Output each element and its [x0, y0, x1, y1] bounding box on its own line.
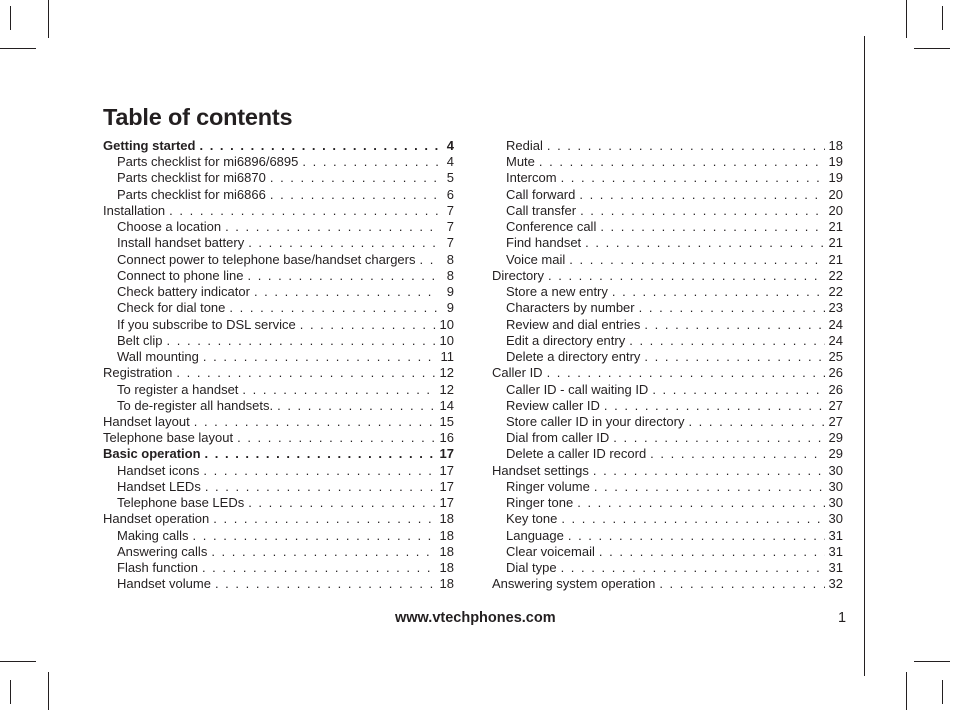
- toc-entry-page: 27: [828, 413, 843, 429]
- dot-leader: [568, 528, 825, 544]
- dot-leader: [237, 430, 435, 446]
- dot-leader: [561, 170, 825, 186]
- toc-entry[interactable]: [492, 138, 843, 154]
- toc-entry-page: 7: [446, 202, 454, 218]
- toc-entry[interactable]: [492, 495, 843, 511]
- toc-entry[interactable]: [103, 544, 454, 560]
- toc-entry-page: 17: [439, 478, 454, 494]
- dot-leader: [205, 479, 436, 495]
- toc-entry-label: Connect power to telephone base/handset chargers: [117, 251, 416, 267]
- dot-leader: [277, 398, 435, 414]
- toc-entry-label: Parts checklist for mi6870: [117, 170, 266, 186]
- toc-entry-page: 22: [828, 284, 843, 300]
- crop-mark: [906, 672, 907, 710]
- toc-entry-page: 26: [828, 381, 843, 397]
- toc-entry-page: 30: [828, 495, 843, 511]
- toc-entry-label: Conference call: [506, 219, 597, 235]
- dot-leader: [194, 414, 436, 430]
- toc-entry[interactable]: [103, 154, 454, 170]
- toc-entry-page: 15: [439, 413, 454, 429]
- toc-entry-label: Parts checklist for mi6896/6895: [117, 154, 299, 170]
- toc-entry-page: 5: [446, 170, 454, 186]
- toc-entry-page: 31: [828, 543, 843, 559]
- toc-entry-page: 31: [828, 560, 843, 576]
- toc-entry-label: Ringer tone: [506, 495, 574, 511]
- toc-entry-label: Call transfer: [506, 202, 577, 218]
- dot-leader: [561, 511, 824, 527]
- dot-leader: [203, 463, 435, 479]
- toc-entry[interactable]: [103, 414, 454, 430]
- toc-entry[interactable]: [103, 252, 454, 268]
- dot-leader: [547, 365, 825, 381]
- dot-leader: [688, 414, 824, 430]
- toc-entry-page: 20: [828, 202, 843, 218]
- toc-entry-label: Answering system operation: [492, 576, 656, 592]
- toc-entry-label: Answering calls: [117, 543, 208, 559]
- toc-entry-page: 24: [828, 332, 843, 348]
- toc-entry-page: 24: [828, 316, 843, 332]
- toc-entry-page: 12: [439, 381, 454, 397]
- toc-entry-label: Choose a location: [117, 219, 222, 235]
- toc-entry[interactable]: [492, 317, 843, 333]
- dot-leader: [569, 252, 824, 268]
- toc-entry[interactable]: [492, 414, 843, 430]
- toc-entry-page: 27: [828, 397, 843, 413]
- toc-entry-label: Handset volume: [117, 576, 211, 592]
- toc-entry[interactable]: [492, 300, 843, 316]
- dot-leader: [600, 219, 824, 235]
- dot-leader: [580, 203, 824, 219]
- toc-entry-page: 32: [828, 576, 843, 592]
- dot-leader: [242, 382, 435, 398]
- toc-entry[interactable]: [492, 560, 843, 576]
- toc-entry[interactable]: [492, 576, 843, 592]
- toc-entry[interactable]: [103, 398, 454, 414]
- toc-entry[interactable]: [103, 479, 454, 495]
- dot-leader: [254, 284, 438, 300]
- toc-entry-page: 18: [439, 543, 454, 559]
- toc-entry[interactable]: [492, 268, 843, 284]
- toc-entry[interactable]: [103, 382, 454, 398]
- toc-entry-label: Find handset: [506, 235, 582, 251]
- dot-leader: [599, 544, 825, 560]
- toc-entry-label: Handset settings: [492, 462, 589, 478]
- dot-leader: [652, 382, 824, 398]
- dot-leader: [248, 235, 438, 251]
- toc-entry[interactable]: [492, 284, 843, 300]
- dot-leader: [612, 284, 825, 300]
- toc-entry[interactable]: [492, 349, 843, 365]
- toc-entry[interactable]: [492, 365, 843, 381]
- toc-entry-page: 8: [446, 251, 454, 267]
- toc-entry-page: 11: [440, 349, 454, 365]
- toc-entry-label: Review caller ID: [506, 397, 600, 413]
- dot-leader: [650, 446, 824, 462]
- toc-entry[interactable]: [103, 170, 454, 186]
- toc-entry-label: Edit a directory entry: [506, 332, 626, 348]
- toc-entry-label: Telephone base layout: [103, 430, 234, 446]
- toc-entry-page: 16: [439, 430, 454, 446]
- toc-entry-page: 10: [439, 332, 454, 348]
- toc-entry[interactable]: [103, 284, 454, 300]
- dot-leader: [247, 268, 438, 284]
- dot-leader: [169, 203, 438, 219]
- toc-entry[interactable]: [492, 479, 843, 495]
- toc-entry-label: Making calls: [117, 527, 189, 543]
- toc-entry-label: Dial from caller ID: [506, 430, 610, 446]
- toc-entry-label: Delete a caller ID record: [506, 446, 647, 462]
- toc-column-left: [103, 138, 454, 593]
- toc-entry-label: Connect to phone line: [117, 267, 244, 283]
- footer-url[interactable]: www.vtechphones.com: [395, 610, 556, 626]
- toc-entry-page: 29: [828, 446, 843, 462]
- dot-leader: [225, 219, 438, 235]
- toc-entry-label: Belt clip: [117, 332, 163, 348]
- toc-entry[interactable]: [492, 544, 843, 560]
- toc-entry-page: 19: [828, 154, 843, 170]
- toc-entry[interactable]: [103, 576, 454, 592]
- toc-entry-page: 31: [828, 527, 843, 543]
- dot-leader: [593, 463, 825, 479]
- dot-leader: [229, 300, 438, 316]
- toc-entry-label: To register a handset: [117, 381, 239, 397]
- toc-entry[interactable]: [492, 382, 843, 398]
- toc-entry-label: Characters by number: [506, 300, 635, 316]
- toc-entry[interactable]: [492, 219, 843, 235]
- toc-entry[interactable]: [103, 187, 454, 203]
- dot-leader: [579, 187, 824, 203]
- toc-entry-label: Flash function: [117, 560, 198, 576]
- toc-entry-label: Key tone: [506, 511, 558, 527]
- toc-entry[interactable]: [103, 560, 454, 576]
- toc-entry[interactable]: [492, 154, 843, 170]
- toc-entry[interactable]: [492, 446, 843, 462]
- toc-entry-label: Directory: [492, 267, 545, 283]
- toc-entry-label: Ringer volume: [506, 478, 590, 494]
- toc-entry[interactable]: [103, 349, 454, 365]
- crop-mark: [10, 680, 11, 704]
- toc-entry-page: 29: [828, 430, 843, 446]
- toc-entry[interactable]: [103, 365, 454, 381]
- toc-entry-page: 26: [828, 365, 843, 381]
- dot-leader: [302, 154, 438, 170]
- toc-entry-page: 17: [439, 495, 454, 511]
- toc-entry-page: 8: [446, 267, 454, 283]
- dot-leader: [594, 479, 825, 495]
- toc-entry-page: 22: [828, 267, 843, 283]
- toc-entry-label: Telephone base LEDs: [117, 495, 245, 511]
- toc-entry[interactable]: [103, 203, 454, 219]
- toc-entry-label: Store a new entry: [506, 284, 608, 300]
- toc-entry-page: 4: [446, 138, 454, 153]
- toc-entry[interactable]: [492, 398, 843, 414]
- toc-entry[interactable]: [103, 333, 454, 349]
- toc-entry-page: 12: [439, 365, 454, 381]
- toc-entry-label: Call forward: [506, 186, 576, 202]
- toc-entry-page: 14: [439, 397, 454, 413]
- toc-entry-label: Check battery indicator: [117, 284, 250, 300]
- toc-entry-label: Clear voicemail: [506, 543, 595, 559]
- toc-entry-page: 18: [439, 511, 454, 527]
- toc-entry-page: 9: [446, 300, 454, 316]
- toc-entry-page: 23: [828, 300, 843, 316]
- toc-entry[interactable]: [103, 235, 454, 251]
- toc-entry[interactable]: [492, 333, 843, 349]
- toc-entry[interactable]: [103, 430, 454, 446]
- toc-entry-label: Check for dial tone: [117, 300, 226, 316]
- toc-entry-page: 30: [828, 478, 843, 494]
- toc-entry-label: Intercom: [506, 170, 557, 186]
- dot-leader: [547, 138, 825, 154]
- dot-leader: [202, 560, 436, 576]
- toc-entry-label: Handset LEDs: [117, 478, 201, 494]
- dot-leader: [604, 398, 825, 414]
- toc-entry[interactable]: [103, 138, 454, 154]
- toc-entry-label: Store caller ID in your directory: [506, 413, 685, 429]
- crop-mark: [0, 48, 36, 49]
- toc-column-right: [492, 138, 843, 593]
- toc-entry[interactable]: [492, 430, 843, 446]
- toc-entry-label: Voice mail: [506, 251, 566, 267]
- toc-entry-page: 7: [446, 235, 454, 251]
- toc-entry-page: 18: [828, 138, 843, 153]
- dot-leader: [629, 333, 824, 349]
- toc-entry-page: 25: [828, 349, 843, 365]
- toc-entry[interactable]: [103, 528, 454, 544]
- crop-mark: [48, 0, 49, 38]
- toc-entry-page: 21: [828, 219, 843, 235]
- dot-leader: [659, 576, 824, 592]
- toc-entry-label: Handset icons: [117, 462, 200, 478]
- toc-entry-page: 10: [439, 316, 454, 332]
- toc-entry-label: If you subscribe to DSL service: [117, 316, 296, 332]
- toc-entry-label: Handset operation: [103, 511, 210, 527]
- dot-leader: [211, 544, 435, 560]
- dot-leader: [585, 235, 824, 251]
- toc-entry-label: Wall mounting: [117, 349, 199, 365]
- crop-mark: [48, 672, 49, 710]
- toc-entry-label: Dial type: [506, 560, 557, 576]
- toc-entry-page: 7: [446, 219, 454, 235]
- toc-entry[interactable]: [492, 252, 843, 268]
- toc-entry-page: 30: [828, 511, 843, 527]
- toc-entry-label: Delete a directory entry: [506, 349, 641, 365]
- dot-leader: [176, 365, 435, 381]
- crop-mark: [942, 6, 943, 30]
- dot-leader: [577, 495, 824, 511]
- page-title: Table of contents: [103, 104, 293, 130]
- page-number: 1: [838, 610, 847, 626]
- toc-entry-label: To de-register all handsets.: [117, 397, 274, 413]
- crop-mark: [906, 0, 907, 38]
- toc-entry-page: 18: [439, 576, 454, 592]
- toc-entry-label: Review and dial entries: [506, 316, 641, 332]
- toc-entry-page: 30: [828, 462, 843, 478]
- toc-entry-label: Install handset battery: [117, 235, 245, 251]
- toc-entry-label: Mute: [506, 154, 535, 170]
- toc-entry[interactable]: [103, 219, 454, 235]
- toc-entry-label: Handset layout: [103, 413, 190, 429]
- toc-entry-label: Basic operation: [103, 446, 201, 462]
- toc-entry-label: Installation: [103, 202, 166, 218]
- toc-entry-page: 21: [828, 235, 843, 251]
- toc-entry-label: Parts checklist for mi6866: [117, 186, 266, 202]
- toc-entry[interactable]: [103, 300, 454, 316]
- toc-entry-page: 20: [828, 186, 843, 202]
- toc-entry-page: 18: [439, 527, 454, 543]
- toc-entry[interactable]: [492, 170, 843, 186]
- toc-entry-page: 6: [446, 186, 454, 202]
- toc-entry-page: 17: [439, 462, 454, 478]
- dot-leader: [539, 154, 825, 170]
- crop-mark: [942, 680, 943, 704]
- crop-mark: [10, 6, 11, 30]
- dot-leader: [193, 528, 436, 544]
- dot-leader: [300, 317, 436, 333]
- dot-leader: [548, 268, 825, 284]
- dot-leader: [419, 252, 438, 268]
- dot-leader: [203, 349, 437, 365]
- dot-leader: [613, 430, 824, 446]
- page-trim-line: [864, 36, 865, 676]
- toc-entry-page: 21: [828, 251, 843, 267]
- toc-entry[interactable]: [103, 317, 454, 333]
- toc-entry[interactable]: [492, 203, 843, 219]
- toc-entry[interactable]: [492, 235, 843, 251]
- toc-entry-label: Language: [506, 527, 564, 543]
- dot-leader: [270, 170, 438, 186]
- toc-entry-label: Caller ID: [492, 365, 543, 381]
- toc-entry[interactable]: [492, 528, 843, 544]
- toc-entry-label: Registration: [103, 365, 173, 381]
- dot-leader: [248, 495, 435, 511]
- toc-entry[interactable]: [492, 187, 843, 203]
- crop-mark: [0, 661, 36, 662]
- dot-leader: [561, 560, 825, 576]
- toc-entry[interactable]: [103, 268, 454, 284]
- toc-entry-label: Redial: [506, 138, 543, 153]
- dot-leader: [644, 317, 824, 333]
- dot-leader: [644, 349, 824, 365]
- toc-entry-page: 19: [828, 170, 843, 186]
- dot-leader: [167, 333, 436, 349]
- dot-leader: [215, 576, 436, 592]
- toc-entry[interactable]: [103, 511, 454, 527]
- dot-leader: [639, 300, 825, 316]
- toc-entry-label: Getting started: [103, 138, 196, 153]
- toc-entry-page: 18: [439, 560, 454, 576]
- toc-entry[interactable]: [492, 463, 843, 479]
- toc-entry[interactable]: [103, 446, 454, 462]
- dot-leader: [213, 511, 435, 527]
- toc-entry[interactable]: [492, 511, 843, 527]
- toc-entry-page: 17: [439, 446, 454, 462]
- toc-entry[interactable]: [103, 495, 454, 511]
- dot-leader: [270, 187, 438, 203]
- dot-leader: [199, 138, 438, 154]
- toc-entry-page: 9: [446, 284, 454, 300]
- toc-entry-page: 4: [446, 154, 454, 170]
- toc-entry-label: Caller ID - call waiting ID: [506, 381, 649, 397]
- dot-leader: [205, 446, 436, 462]
- toc-entry[interactable]: [103, 463, 454, 479]
- crop-mark: [914, 661, 950, 662]
- crop-mark: [914, 48, 950, 49]
